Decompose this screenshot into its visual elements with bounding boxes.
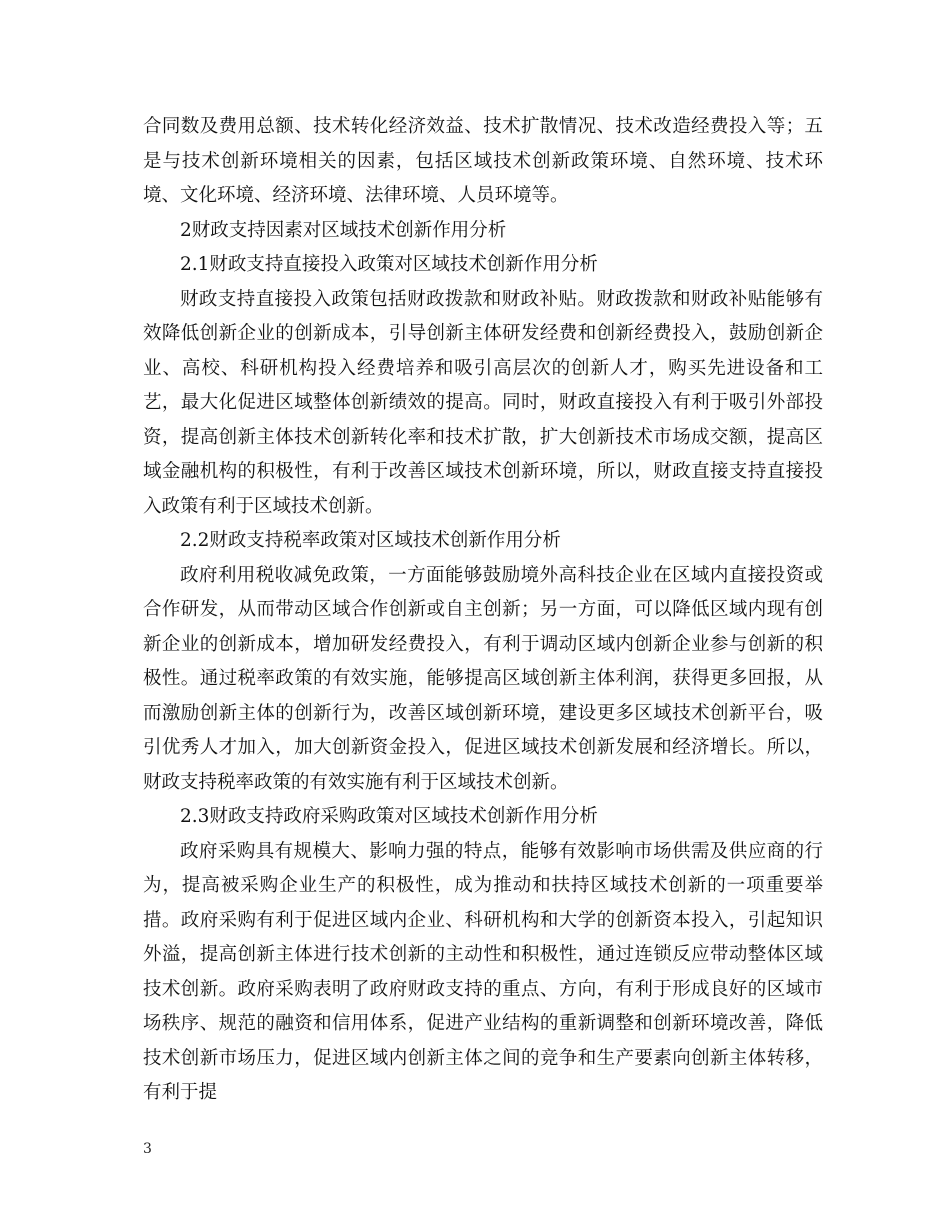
paragraph-1: 合同数及费用总额、技术转化经济效益、技术扩散情况、技术改造经费投入等；五是与技术创新环境相关的因素，包括区域技术创新政策环境、自然环境、技术环境、文化环境、经济环境、法律环境、人员环境等。 <box>143 116 823 206</box>
page-number: 3 <box>143 1141 152 1157</box>
paragraph-2-2: 政府利用税收减免政策，一方面能够鼓励境外高科技企业在区域内直接投资或合作研发，从而带动区域合作创新或自主创新；另一方面，可以降低区域内现有创新企业的创新成本，增加研发经费投入，有利于调动区域内创新企业参与创新的积极性。通过税率政策的有效实施，能够提高区域创新主体利润，获得更多回报，从而激励创新主体的创新行为，改善区域创新环境，建设更多区域技术创新平台，吸引优秀人才加入，加大创新资金投入，促进区域技术创新发展和经济增长。所以，财政支持税率政策的有效实施有利于区域技术创新。 <box>143 564 823 793</box>
subsection-heading-2-1: 2.1财政支持直接投入政策对区域技术创新作用分析 <box>180 254 598 275</box>
paragraph-2-1: 财政支持直接投入政策包括财政拨款和财政补贴。财政拨款和财政补贴能够有效降低创新企业的创新成本，引导创新主体研发经费和创新经费投入，鼓励创新企业、高校、科研机构投入经费培养和吸引高层次的创新人才，购买先进设备和工艺，最大化促进区域整体创新绩效的提高。同时，财政直接投入有利于吸引外部投资，提高创新主体技术创新转化率和技术扩散，扩大创新技术市场成交额，提高区域金融机构的积极性，有利于改善区域技术创新环境，所以，财政直接支持直接投入政策有利于区域技术创新。 <box>143 288 823 517</box>
page-body <box>143 110 823 1111</box>
subsection-heading-2-3: 2.3财政支持政府采购政策对区域技术创新作用分析 <box>180 806 598 827</box>
section-heading-2: 2财政支持因素对区域技术创新作用分析 <box>180 219 507 241</box>
paragraph-2-3: 政府采购具有规模大、影响力强的特点，能够有效影响市场供需及供应商的行为，提高被采购企业生产的积极性，成为推动和扶持区域技术创新的一项重要举措。政府采购有利于促进区域内企业、科研机构和大学的创新资本投入，引起知识外溢，提高创新主体进行技术创新的主动性和积极性，通过连锁反应带动整体区域技术创新。政府采购表明了政府财政支持的重点、方向，有利于形成良好的区域市场秩序、规范的融资和信用体系，促进产业结构的重新调整和创新环境改善，降低技术创新市场压力，促进区域内创新主体之间的竞争和生产要素向创新主体转移，有利于提 <box>143 840 823 1103</box>
subsection-heading-2-2: 2.2财政支持税率政策对区域技术创新作用分析 <box>180 530 561 551</box>
